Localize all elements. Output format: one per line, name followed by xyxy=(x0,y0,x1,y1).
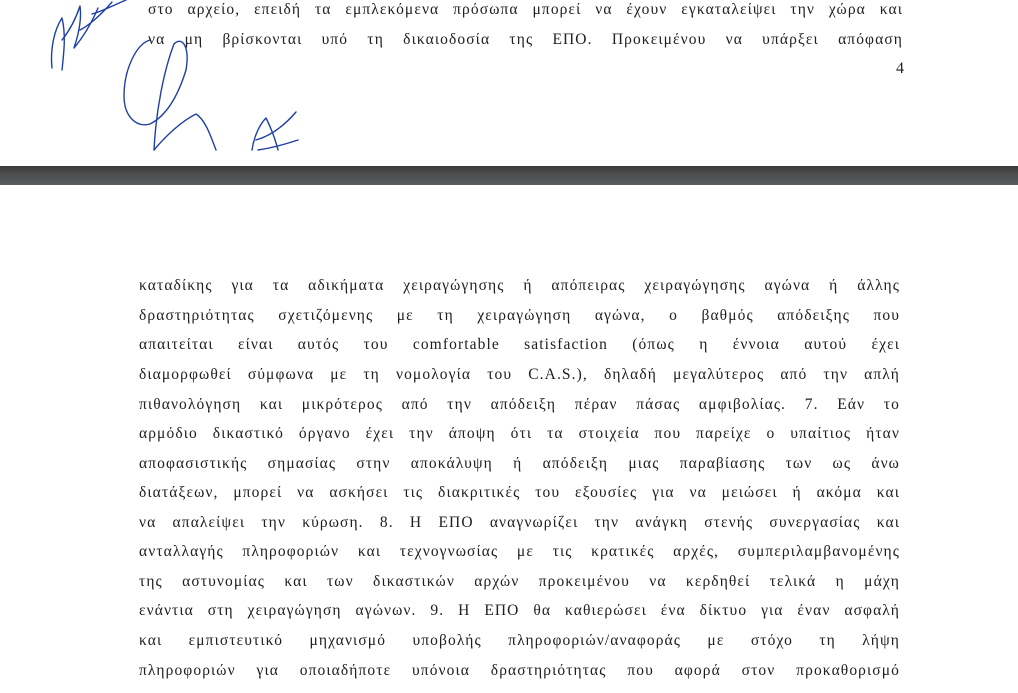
text-line: να μη βρίσκονται υπό τη δικαιοδοσία της ΕΠΟ. Προκειμένου να υπάρξει απόφαση xyxy=(148,31,903,48)
text-line: πληροφοριών για οποιαδήποτε υπόνοια δραστηριότητας που αφορά στον προκαθορισμό xyxy=(139,662,900,679)
page-separator xyxy=(0,166,1018,185)
text-line: πιθανολόγηση και μικρότερος από την απόδειξη πέραν πάσας αμφιβολίας. 7. Εάν το xyxy=(139,396,900,413)
text-line: διαμορφωθεί σύμφωνα με τη νομολογία του C.A.S.), δηλαδή μεγαλύτερος από την απλή xyxy=(139,366,900,383)
text-line: απαιτείται είναι αυτός του comfortable satisfaction (όπως η έννοια αυτού έχει xyxy=(139,336,900,353)
page-number: 4 xyxy=(896,60,904,77)
text-line: ανταλλαγής πληροφοριών και τεχνογνωσίας με τις κρατικές αρχές, συμπεριλαμβανομένης xyxy=(139,543,900,560)
text-line: να απαλείψει την κύρωση. 8. Η ΕΠΟ αναγνωρίζει την ανάγκη στενής συνεργασίας και xyxy=(139,514,900,531)
text-line: διατάξεων, μπορεί να ασκήσει τις διακριτικές του εξουσίες για να μειώσει ή ακόμα και xyxy=(139,484,900,501)
document-page-previous xyxy=(0,0,1018,166)
text-line: ενάντια στη χειραγώγηση αγώνων. 9. Η ΕΠΟ θα καθιερώσει ένα δίκτυο για έναν ασφαλή xyxy=(139,602,900,619)
document-page-current xyxy=(0,185,1018,693)
text-line: στο αρχείο, επειδή τα εμπλεκόμενα πρόσωπα μπορεί να έχουν εγκαταλείψει την χώρα και xyxy=(148,1,903,18)
text-line: και εμπιστευτικό μηχανισμό υποβολής πληροφοριών/αναφοράς με στόχο τη λήψη xyxy=(139,632,900,649)
text-line: αποφασιστικής σημασίας στην αποκάλυψη ή απόδειξη μιας παραβίασης των ως άνω xyxy=(139,455,900,472)
text-line: της αστυνομίας και των δικαστικών αρχών προκειμένου να κερδηθεί τελικά η μάχη xyxy=(139,573,900,590)
text-line: αρμόδιο δικαστικό όργανο έχει την άποψη ότι τα στοιχεία που παρείχε ο υπαίτιος ήταν xyxy=(139,425,900,442)
text-line: καταδίκης για τα αδικήματα χειραγώγησης ή απόπειρας χειραγώγησης αγώνα ή άλλης xyxy=(139,277,900,294)
handwritten-signature-icon xyxy=(40,0,310,160)
text-line: δραστηριότητας σχετιζόμενης με τη χειραγώγηση αγώνα, ο βαθμός απόδειξης που xyxy=(139,307,900,324)
